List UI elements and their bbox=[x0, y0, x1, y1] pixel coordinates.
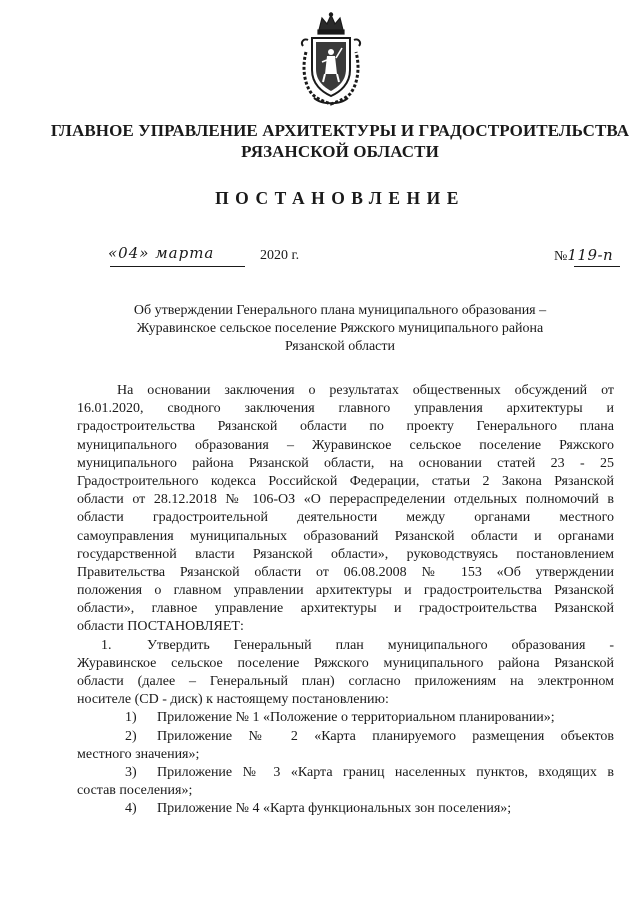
paragraph-line: самоуправления муниципальных образований Рязанской области и органами bbox=[77, 528, 614, 544]
paragraph-line: области», главное управление архитектуры и градостроительства Рязанской bbox=[77, 601, 614, 617]
appendix-item-1 bbox=[77, 709, 614, 727]
paragraph-line: 16.01.2020, сводного заключения главного управления архитектуры и bbox=[77, 401, 614, 417]
appendix-text: Приложение № 2 «Карта планируемого размещения объектов bbox=[157, 728, 614, 744]
appendix-number: 2) bbox=[125, 728, 137, 744]
number-value: 119-п bbox=[567, 246, 614, 264]
appendix-text: Приложение № 4 «Карта функциональных зон поселения»; bbox=[157, 801, 512, 817]
appendix-continuation: состав поселения»; bbox=[77, 783, 193, 799]
subject-line3: Рязанской области bbox=[284, 339, 396, 354]
item-number: 1. bbox=[101, 637, 112, 653]
paragraph-line: Градостроительного кодекса Российской Федерации, статьи 2 Закона Рязанской bbox=[77, 473, 614, 489]
appendix-item-2 bbox=[77, 728, 614, 746]
subject-line1: Об утверждении Генерального плана муниципального образования – bbox=[133, 303, 547, 318]
paragraph-line: На основании заключения о результатах общественных обсуждений от bbox=[117, 383, 614, 398]
ryazan-coat-of-arms-icon bbox=[300, 12, 362, 108]
paragraph-line: положения о главном управлении архитектуры и градостроительства Рязанской bbox=[77, 583, 614, 599]
appendix-text: Приложение № 3 «Карта границ населенных пунктов, входящих в bbox=[157, 764, 614, 780]
number-underline bbox=[574, 266, 620, 267]
number-prefix: № bbox=[554, 249, 568, 264]
paragraph-line: государственной власти Рязанской области», руководствуясь постановлением bbox=[77, 546, 614, 562]
paragraph-line: области от 28.12.2018 № 106-ОЗ «О перераспределении отдельных полномочий в bbox=[77, 492, 614, 508]
resolution-item-1 bbox=[77, 637, 614, 710]
appendix-continuation: местного значения»; bbox=[77, 746, 200, 762]
paragraph-line: Журавинское сельское поселение Ряжского муниципального района Рязанской bbox=[77, 655, 614, 671]
appendix-item-3 bbox=[77, 764, 614, 782]
paragraph-line: области градостроительной деятельности между органами местного bbox=[77, 510, 614, 526]
organization-title-line2: РЯЗАНСКОЙ ОБЛАСТИ bbox=[241, 142, 439, 161]
document-number bbox=[554, 246, 613, 265]
date-underline bbox=[110, 266, 245, 267]
appendix-number: 4) bbox=[125, 801, 137, 817]
document-type: ПОСТАНОВЛЕНИЕ bbox=[215, 188, 465, 208]
document-subject bbox=[80, 302, 600, 356]
item-first-line bbox=[77, 637, 614, 655]
preamble-paragraph bbox=[77, 382, 614, 637]
appendix-item-4 bbox=[77, 800, 614, 818]
document-year: 2020 г. bbox=[260, 248, 300, 263]
paragraph-line: носителе (CD - диск) к настоящему постановлению: bbox=[77, 692, 389, 708]
paragraph-line: Утвердить Генеральный план муниципального образования - bbox=[147, 637, 614, 653]
subject-line2: Журавинское сельское поселение Ряжского муниципального района bbox=[136, 321, 544, 336]
paragraph-line: области ПОСТАНОВЛЯЕТ: bbox=[77, 619, 244, 635]
appendix-number: 1) bbox=[125, 710, 137, 726]
date-number-row bbox=[108, 244, 614, 272]
document-body bbox=[77, 382, 614, 819]
appendix-list bbox=[77, 709, 614, 818]
appendix-number: 3) bbox=[125, 764, 137, 780]
paragraph-line: муниципального района Рязанской области, на основании статей 23 - 25 bbox=[77, 455, 614, 471]
appendix-text: Приложение № 1 «Положение о территориальном планировании»; bbox=[157, 710, 555, 726]
paragraph-line: Правительства Рязанской области от 06.08.2008 № 153 «Об утверждении bbox=[77, 564, 614, 580]
paragraph-line: муниципального образования – Журавинское сельское поселение Ряжского bbox=[77, 437, 614, 453]
paragraph-line: области (далее – Генеральный план) согласно приложениям на электронном bbox=[77, 674, 614, 689]
organization-title bbox=[40, 120, 640, 162]
document-date: «04» марта bbox=[108, 244, 215, 262]
organization-title-line1: ГЛАВНОЕ УПРАВЛЕНИЕ АРХИТЕКТУРЫ И ГРАДОСТРОИТЕЛЬСТВА bbox=[50, 121, 630, 140]
paragraph-line: градостроительства Рязанской области по проекту Генерального плана bbox=[77, 419, 614, 435]
